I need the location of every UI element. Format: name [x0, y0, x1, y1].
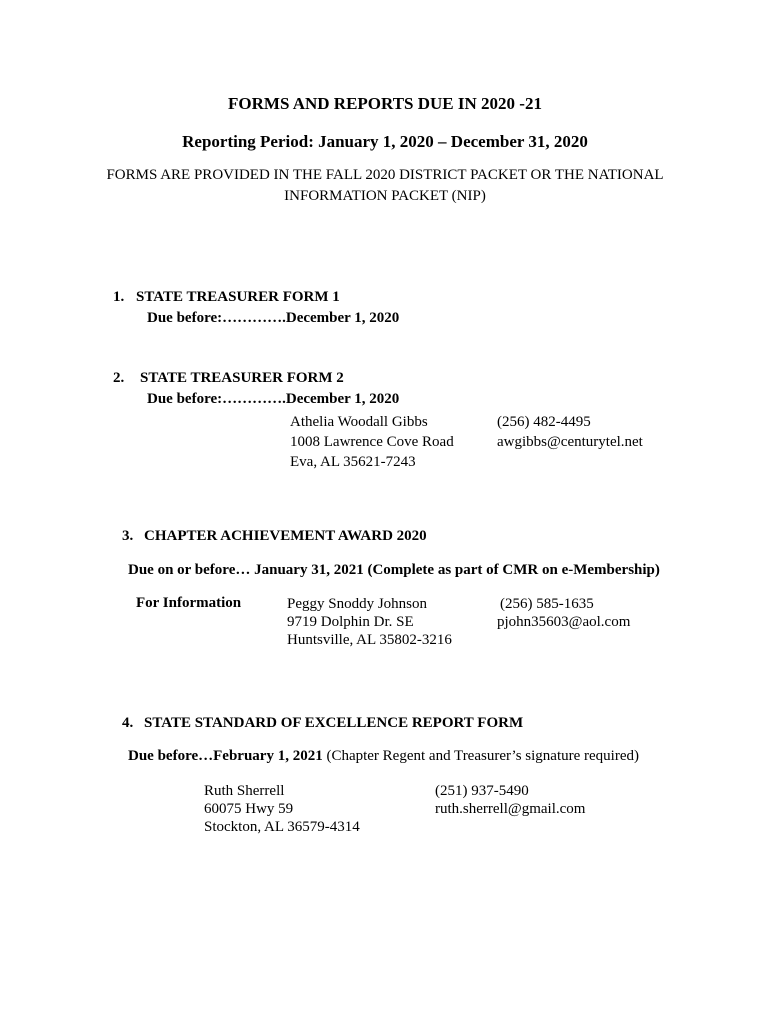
- contact-email: ruth.sherrell@gmail.com: [435, 801, 586, 817]
- contact-street: 60075 Hwy 59: [204, 801, 294, 817]
- item-due: Due before:………….December 1, 2020: [147, 310, 400, 326]
- item-due-note: (Chapter Regent and Treasurer’s signature required): [326, 748, 639, 764]
- item-due: [128, 748, 639, 765]
- contact-phone: (256) 482-4495: [497, 414, 591, 430]
- contact-name: Athelia Woodall Gibbs: [290, 414, 428, 430]
- contact-details: [497, 595, 630, 631]
- item-due: Due before:………….December 1, 2020: [147, 391, 400, 407]
- item-number: 4.: [122, 715, 134, 731]
- contact-street: 9719 Dolphin Dr. SE: [287, 614, 414, 630]
- contact-address: [287, 595, 452, 649]
- contact-city: Huntsville, AL 35802-3216: [287, 632, 452, 648]
- info-label: For Information: [136, 595, 242, 611]
- contact-details: [435, 782, 585, 818]
- contact-street: 1008 Lawrence Cove Road: [290, 434, 454, 450]
- item-number: 1.: [113, 289, 125, 305]
- note-line-1: FORMS ARE PROVIDED IN THE FALL 2020 DISTRICT PACKET OR THE NATIONAL: [106, 167, 664, 183]
- item-title: STATE TREASURER FORM 1: [136, 289, 340, 305]
- item-title: STATE STANDARD OF EXCELLENCE REPORT FORM: [144, 715, 524, 731]
- contact-city: Eva, AL 35621-7243: [290, 454, 416, 470]
- contact-email: awgibbs@centurytel.net: [497, 434, 643, 450]
- contact-name: Peggy Snoddy Johnson: [287, 596, 428, 612]
- item-due-date: Due before…February 1, 2021: [128, 748, 323, 764]
- contact-details: [497, 412, 643, 452]
- item-title: CHAPTER ACHIEVEMENT AWARD 2020: [144, 528, 427, 544]
- contact-address: [290, 412, 454, 472]
- contact-email: pjohn35603@aol.com: [497, 614, 631, 630]
- item-number: 2.: [113, 370, 125, 386]
- item-number: 3.: [122, 528, 134, 544]
- item-title: STATE TREASURER FORM 2: [140, 370, 344, 386]
- item-due: Due on or before… January 31, 2021 (Complete as part of CMR on e-Membership): [128, 562, 660, 578]
- contact-name: Ruth Sherrell: [204, 783, 285, 799]
- note-line-2: INFORMATION PACKET (NIP): [284, 188, 486, 204]
- reporting-period: Reporting Period: January 1, 2020 – December 31, 2020: [182, 132, 588, 151]
- page-title: FORMS AND REPORTS DUE IN 2020 -21: [228, 94, 542, 113]
- contact-city: Stockton, AL 36579-4314: [204, 819, 360, 835]
- contact-address: [204, 782, 360, 836]
- contact-phone: (256) 585-1635: [500, 596, 594, 612]
- contact-phone: (251) 937-5490: [435, 783, 529, 799]
